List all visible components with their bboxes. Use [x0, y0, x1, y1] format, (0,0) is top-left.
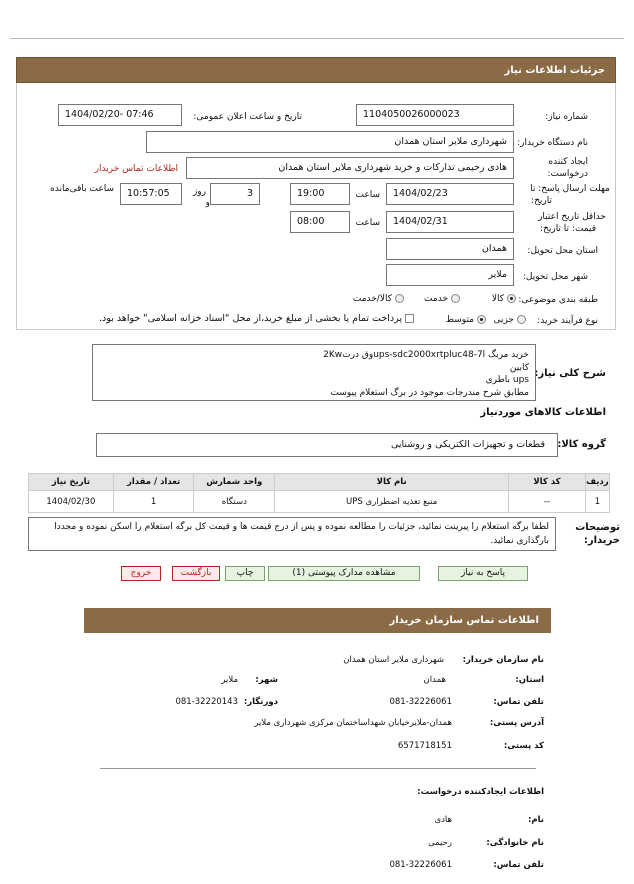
deadline-label: مهلت ارسال پاسخ: تا: [530, 184, 610, 194]
description-line: مطابق شرح مندرجات موجود در برگ استعلام پیوست: [330, 387, 529, 398]
notes-label-2: خریدار:: [583, 535, 620, 546]
province-label: استان محل تحویل:: [527, 246, 598, 256]
days-field: 3: [210, 183, 260, 205]
description-line: خرید مربگ ا7-ups-sdc2000xrtpluc48وق درت2Kw: [323, 350, 529, 360]
validity-time-field: 08:00: [290, 211, 350, 233]
category-option-service[interactable]: خدمت: [424, 294, 460, 304]
goods-group-field: قطعات و تجهیزات الکتریکی و روشنایی: [96, 433, 558, 457]
deadline-label-2: تاریخ:: [531, 196, 552, 206]
description-label: شرح کلی نیاز:: [534, 368, 606, 379]
description-line: کابین: [509, 362, 529, 373]
process-label: نوع فرآیند خرید:: [537, 316, 598, 326]
validity-time-label: ساعت: [355, 218, 380, 228]
reply-button[interactable]: پاسخ به نیاز: [438, 566, 528, 581]
process-option-medium[interactable]: متوسط: [446, 315, 486, 325]
radio-icon: [517, 315, 526, 324]
address-value: همدان-ملایرخیابان شهداساختمان مرکزی شهرداری ملایر: [254, 718, 452, 728]
buyer-contact-link[interactable]: اطلاعات تماس خریدار: [94, 164, 178, 174]
column-header: تاریخ نیاز: [29, 474, 114, 491]
table-cell: 1: [585, 491, 609, 513]
province-contact-value: همدان: [423, 675, 446, 685]
top-divider: [10, 38, 624, 39]
remaining-time-field: 10:57:05: [120, 183, 182, 205]
page-title: جزئیات اطلاعات نیاز: [16, 57, 616, 83]
province-contact-label: استان:: [515, 675, 544, 685]
category-label: طبقه بندی موضوعی:: [518, 295, 598, 305]
validity-label-2: قیمت: تا تاریخ:: [540, 224, 596, 234]
attachments-button[interactable]: مشاهده مدارک پیوستی (1): [268, 566, 420, 581]
announce-field: 1404/02/20- 07:46: [58, 104, 182, 126]
table-cell: 1: [113, 491, 194, 513]
creator-label-2: درخواست:: [547, 169, 588, 179]
exit-button[interactable]: خروج: [121, 566, 161, 581]
creator-family-label: نام خانوادگی:: [486, 838, 544, 848]
category-option-goods[interactable]: کالا: [492, 294, 516, 304]
table-header-row: [29, 474, 610, 491]
contact-section-title: اطلاعات تماس سازمان خریدار: [84, 608, 551, 633]
city-label: شهر محل تحویل:: [522, 272, 588, 282]
table-row: [29, 491, 610, 513]
creator-info-title: اطلاعات ایجادکننده درخواست:: [417, 787, 544, 797]
table-cell: 1404/02/30: [29, 491, 114, 513]
checkbox-icon: [405, 314, 414, 323]
radio-icon: [395, 294, 404, 303]
table-cell: --: [509, 491, 586, 513]
goods-group-label: گروه کالا:: [557, 439, 606, 450]
description-line: ups باطری: [485, 375, 529, 385]
category-option-both[interactable]: کالا/خدمت: [353, 294, 404, 304]
buyer-label: نام دستگاه خریدار:: [517, 138, 588, 148]
notes-label: توضیحات: [575, 522, 620, 533]
divider: [100, 768, 536, 769]
back-button[interactable]: بازگشت: [172, 566, 220, 581]
creator-label: ایجاد کننده: [548, 157, 588, 167]
buyer-field: شهرداری ملایر استان همدان: [146, 131, 514, 153]
address-label: آدرس پستی:: [489, 718, 544, 728]
need-number-label: شماره نیاز:: [545, 112, 588, 122]
creator-family-value: رحیمی: [428, 838, 452, 848]
column-header: تعداد / مقدار: [113, 474, 194, 491]
column-header: کد کالا: [509, 474, 586, 491]
creator-phone-value: 081-32226061: [389, 860, 452, 870]
validity-label: حداقل تاریخ اعتبار: [538, 212, 606, 222]
province-field: همدان: [386, 238, 514, 260]
table-cell: دستگاه: [194, 491, 275, 513]
creator-name-label: نام:: [527, 815, 544, 825]
validity-date-field: 1404/02/31: [386, 211, 514, 233]
creator-phone-label: تلفن تماس:: [493, 860, 544, 870]
creator-name-value: هادی: [434, 815, 452, 825]
creator-field: هادی رحیمی تدارکات و خرید شهرداری ملایر استان همدان: [186, 157, 514, 179]
description-box: [92, 344, 536, 401]
deadline-time-label: ساعت: [355, 190, 380, 200]
process-option-minor[interactable]: جزیی: [493, 315, 526, 325]
announce-label: تاریخ و ساعت اعلان عمومی:: [193, 112, 302, 122]
column-header: نام کالا: [275, 474, 509, 491]
radio-selected-icon: [507, 294, 516, 303]
goods-table: [28, 473, 610, 513]
goods-section-title: اطلاعات کالاهای موردنیاز: [480, 407, 606, 418]
deadline-date-field: 1404/02/23: [386, 183, 514, 205]
notes-box: لطفا برگه استعلام را پیرینت نمائید، جزئیات را مطالعه نموده و پس از درج قیمت ها و قیمت کل برگه استعلام را اسکن نموده و مجددا بارگذاری نمائید.: [28, 517, 556, 551]
fax-value: 081-32220143: [175, 697, 238, 707]
org-value: شهرداری ملایر استان همدان: [343, 655, 444, 665]
phone-value: 081-32226061: [389, 697, 452, 707]
city-contact-label: شهر:: [255, 675, 278, 685]
fax-label: دورنگار:: [243, 697, 278, 707]
days-label: روز: [192, 187, 206, 197]
org-label: نام سازمان خریدار:: [462, 655, 544, 665]
need-number-field: 1104050026000023: [356, 104, 514, 126]
payment-option[interactable]: پرداخت تمام یا بخشی از مبلغ خرید،از محل "اسناد خزانه اسلامی" خواهد بود.: [99, 313, 414, 324]
postal-code-value: 6571718151: [397, 741, 452, 751]
deadline-time-field: 19:00: [290, 183, 350, 205]
city-field: ملایر: [386, 264, 514, 286]
phone-label: تلفن تماس:: [493, 697, 544, 707]
radio-icon: [451, 294, 460, 303]
column-header: ردیف: [585, 474, 609, 491]
remaining-label: ساعت باقی‌مانده: [50, 184, 114, 194]
city-contact-value: ملایر: [221, 675, 238, 685]
column-header: واحد شمارش: [194, 474, 275, 491]
postal-code-label: کد پستی:: [503, 741, 544, 751]
radio-selected-icon: [477, 315, 486, 324]
and-label: و: [205, 198, 210, 208]
table-cell: منبع تغذیه اضطراری UPS: [275, 491, 509, 513]
print-button[interactable]: چاپ: [225, 566, 265, 581]
